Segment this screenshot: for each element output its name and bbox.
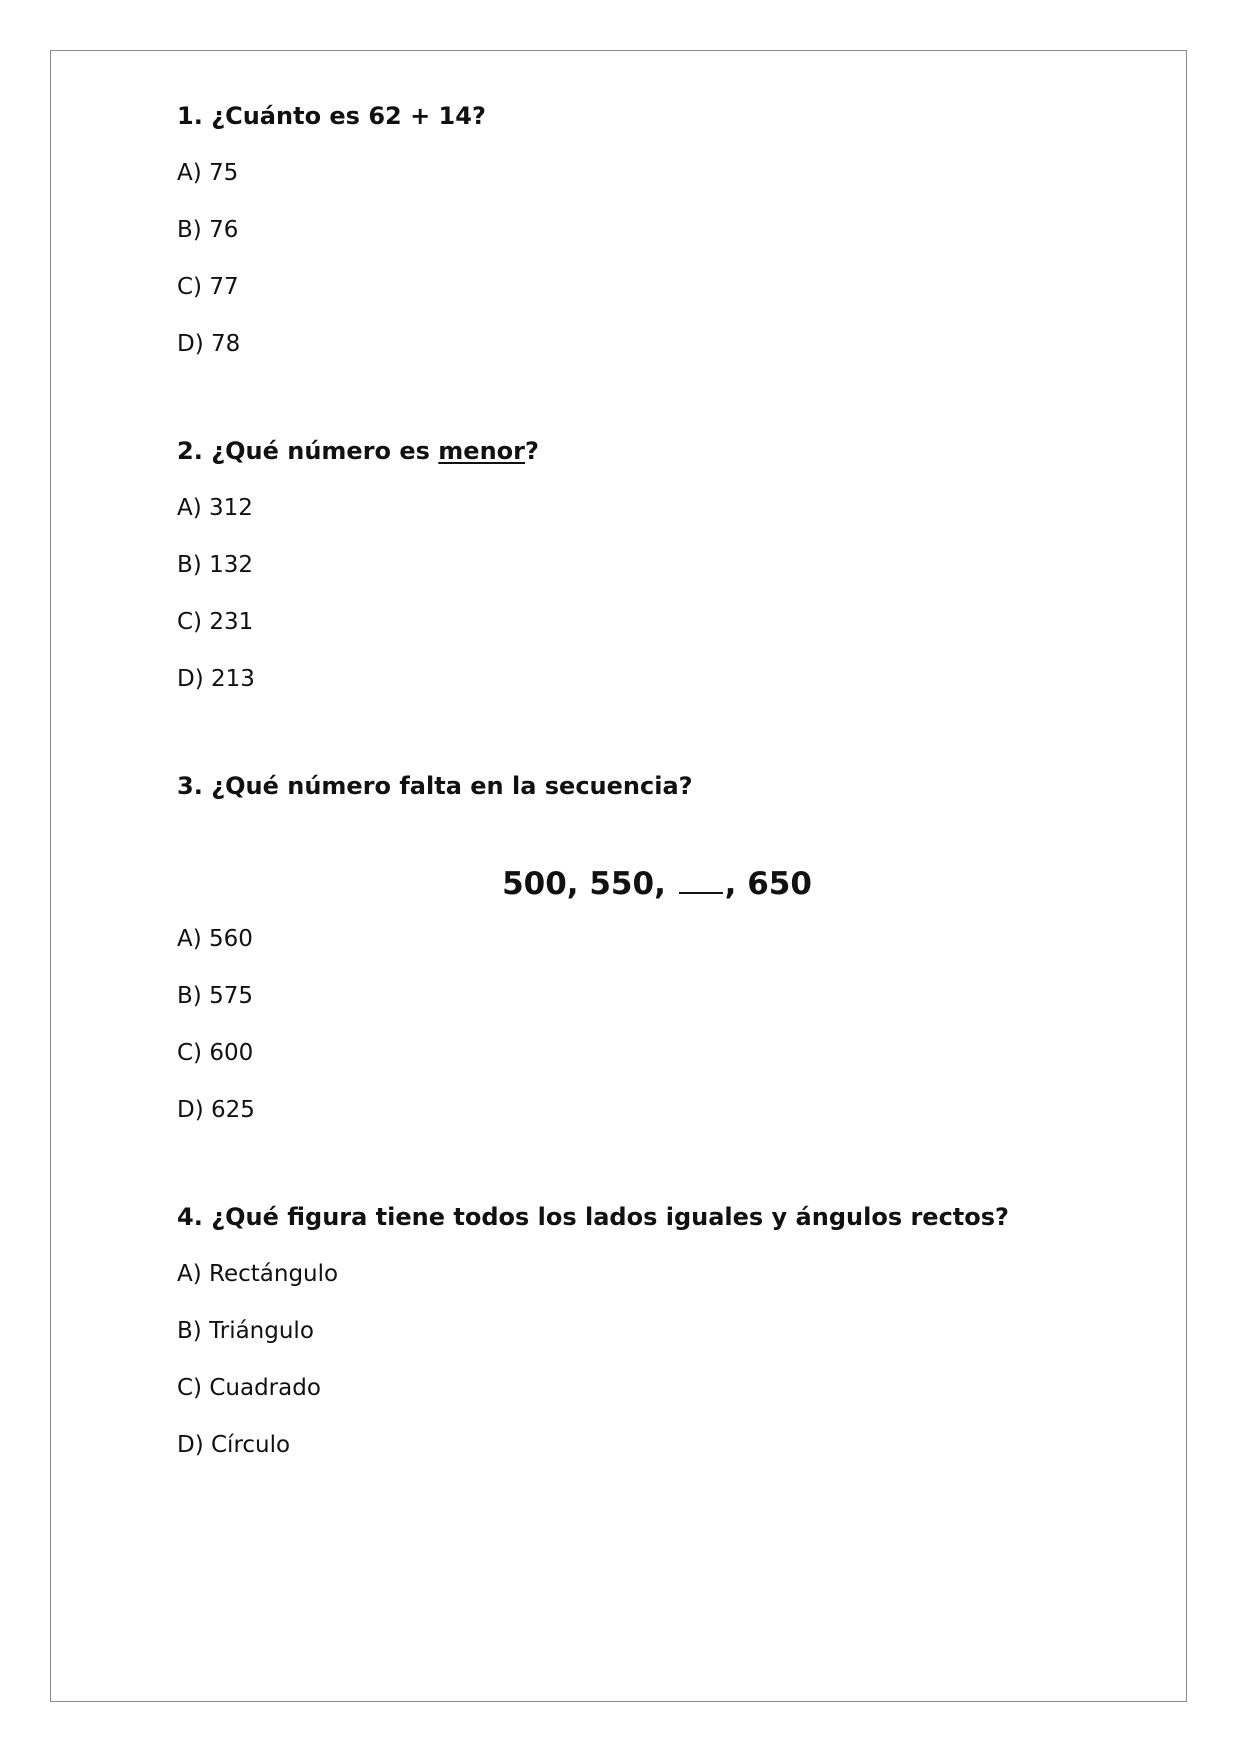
question-4 (177, 1201, 1137, 1461)
question-number: 1. (177, 102, 203, 130)
question-1 (177, 100, 1137, 360)
question-number: 4. (177, 1203, 203, 1231)
number-sequence (177, 864, 1137, 904)
option-c: C) 600 (177, 1040, 254, 1066)
question-2 (177, 435, 1137, 695)
worksheet (177, 100, 1137, 1461)
option-b: B) Triángulo (177, 1318, 314, 1344)
question-1-title (177, 100, 1137, 132)
option-b: B) 575 (177, 983, 253, 1009)
option-c: C) 231 (177, 609, 254, 635)
option-c: C) 77 (177, 274, 239, 300)
question-number: 2. (177, 437, 203, 465)
underlined-word: menor (438, 437, 525, 465)
option-c: C) Cuadrado (177, 1375, 321, 1401)
option-a: A) 75 (177, 160, 239, 186)
question-text: ¿Qué número es (211, 437, 439, 465)
option-a: A) 312 (177, 495, 253, 521)
question-3 (177, 770, 1137, 1126)
question-text: ¿Qué figura tiene todos los lados iguales y ángulos rectos? (211, 1203, 1009, 1231)
option-b: B) 132 (177, 552, 253, 578)
sequence-end: , 650 (724, 866, 812, 902)
option-d: D) 78 (177, 331, 241, 357)
option-a: A) Rectángulo (177, 1261, 339, 1287)
question-4-title (177, 1201, 1137, 1233)
option-b: B) 76 (177, 217, 239, 243)
question-number: 3. (177, 772, 203, 800)
question-text-end: ? (525, 437, 539, 465)
option-a: A) 560 (177, 926, 253, 952)
option-d: D) 213 (177, 666, 255, 692)
option-d: D) 625 (177, 1097, 255, 1123)
sequence-blank (679, 866, 723, 894)
sequence-start: 500, 550, (502, 866, 666, 902)
question-3-title (177, 770, 1137, 802)
option-d: D) Círculo (177, 1432, 291, 1458)
question-text: ¿Qué número falta en la secuencia? (211, 772, 693, 800)
question-text: ¿Cuánto es 62 + 14? (211, 102, 486, 130)
question-2-title (177, 435, 1137, 467)
